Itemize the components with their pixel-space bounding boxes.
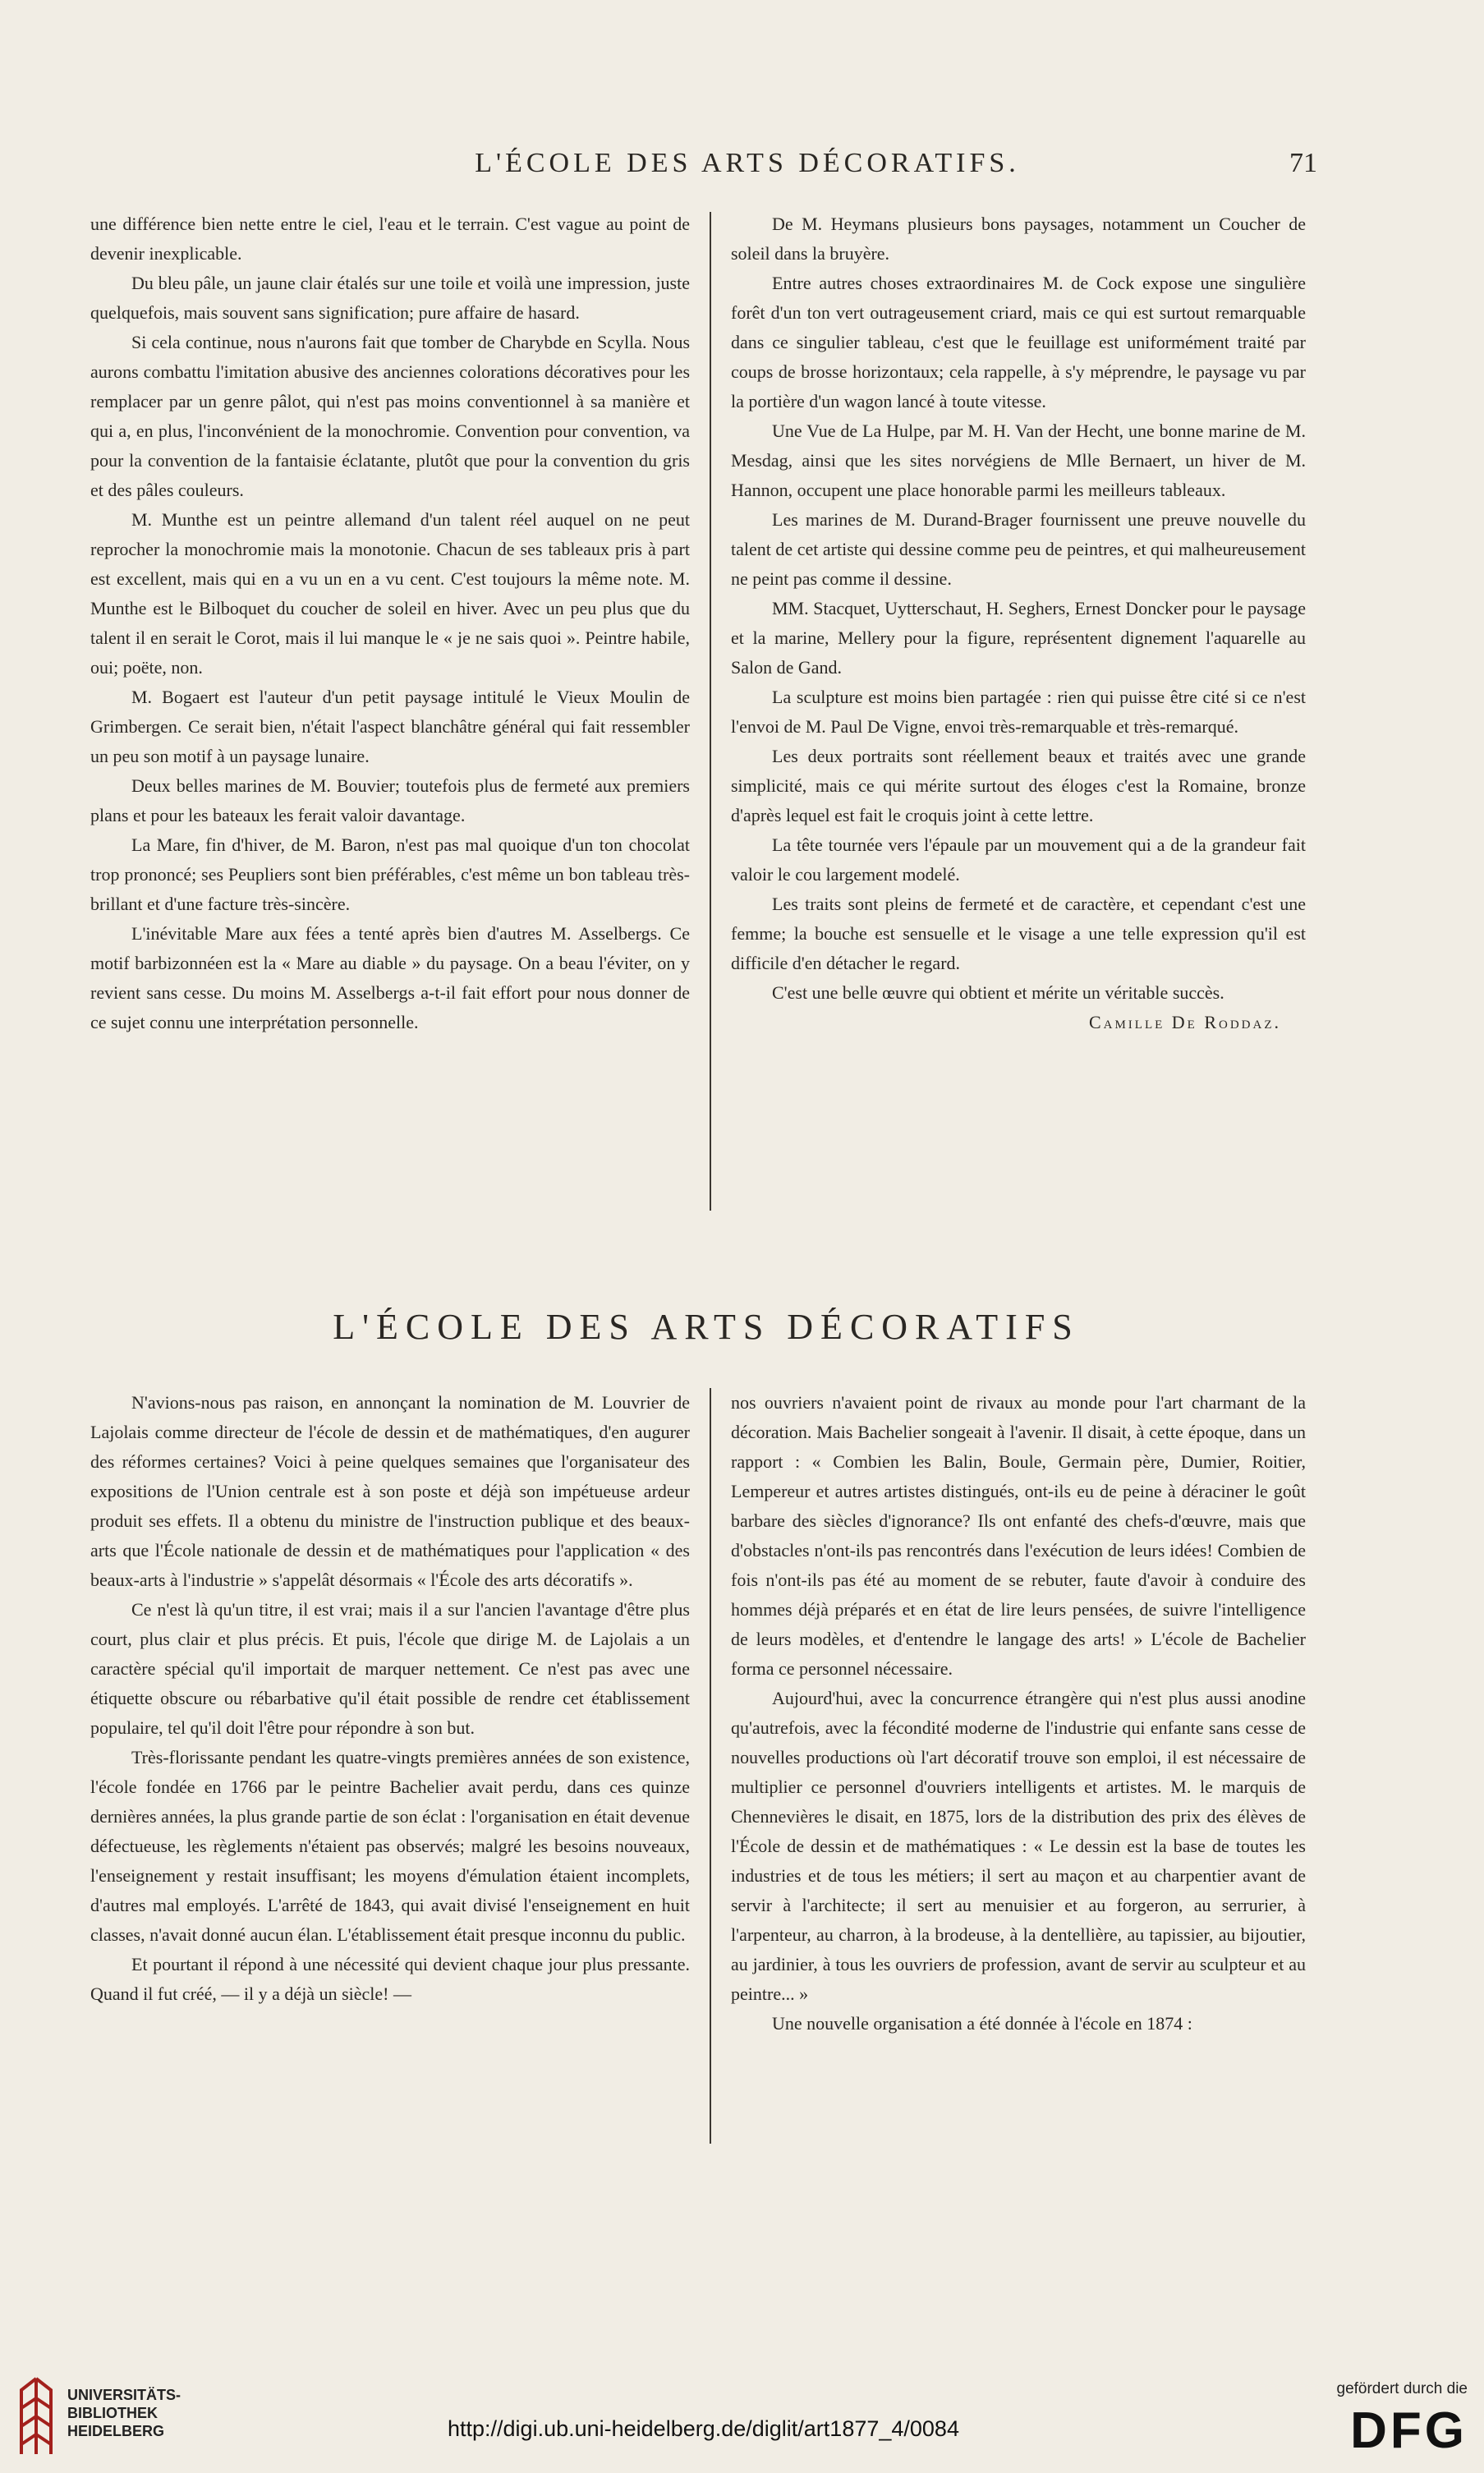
paragraph: N'avions-nous pas raison, en annonçant la nomination de M. Louvrier de Lajolais comme directeur de l'école de dessin et de mathématiques, d'en augurer des réformes certaines? Voici à peine quelques semaines que l'organisateur des expositions de l'Union centrale est à son poste et déjà son impétueuse ardeur produit ses effets. Il a obtenu du ministre de l'instruction publique et des beaux-arts que l'École nationale de dessin et de mathématiques pour l'application « des beaux-arts à l'industrie » s'appelât désormais « l'École des arts décoratifs ». <box>90 1392 690 1590</box>
paragraph: M. Bogaert est l'auteur d'un petit paysage intitulé le Vieux Moulin de Grimbergen. Ce serait bien, n'était l'aspect blanchâtre général qui fait ressembler un peu son motif à un paysage lunaire. <box>90 687 690 766</box>
paragraph: Très-florissante pendant les quatre-vingts premières années de son existence, l'école fondée en 1766 par le peintre Bachelier avait perdu, dans ces quinze dernières années, la plus grande partie de son éclat : l'organisation en était devenue défectueuse, les règlements n'étaient pas observés; malgré les besoins nouveaux, l'enseignement y restait insuffisant; les moyens d'émulation étaient incomplets, d'autres mal employés. L'arrêté de 1843, qui avait divisé l'enseignement en huit classes, n'avait donné aucun élan. L'établissement était presque inconnu du public. <box>90 1747 690 1945</box>
paragraph: Les deux portraits sont réellement beaux et traités avec une grande simplicité, mais ce qui mérite surtout des éloges c'est la Romaine, bronze d'après lequel est fait le croquis joint à cette lettre. <box>731 746 1306 825</box>
column-divider <box>710 1388 711 2144</box>
running-title: L'ÉCOLE DES ARTS DÉCORATIFS. <box>475 148 1020 178</box>
university-name-line: HEIDELBERG <box>67 2423 165 2439</box>
university-logo-icon <box>16 2375 56 2457</box>
paragraph: Entre autres choses extraordinaires M. de Cock expose une singulière forêt d'un ton vert outrageusement criard, mais ce qui est surtout remarquable dans ce singulier tableau, c'est que le feuillage est uniformément traité par coups de brosse horizontaux; cela rappelle, à s'y méprendre, le paysage vu par la portière d'un wagon lancé à toute vitesse. <box>731 273 1306 411</box>
paragraph: La tête tournée vers l'épaule par un mouvement qui a de la grandeur fait valoir le cou largement modelé. <box>731 834 1306 885</box>
university-name-line: UNIVERSITÄTS- <box>67 2387 181 2403</box>
article2-right-column <box>731 1388 1306 2039</box>
page-footer <box>0 2357 1484 2473</box>
funding-label: gefördert durch die <box>1336 2380 1468 2397</box>
paragraph: C'est une belle œuvre qui obtient et mérite un véritable succès. <box>772 982 1224 1003</box>
paragraph: M. Munthe est un peintre allemand d'un talent réel auquel on ne peut reprocher la monochromie mais la monotonie. Chacun de ses tableaux pris à part est excellent, mais qui en a vu un en a vu cent. C'est toujours la même note. M. Munthe est le Bilboquet du coucher de soleil en hiver. Avec un peu plus que du talent il en serait le Corot, mais il lui manque le « je ne sais quoi ». Peintre habile, oui; poëte, non. <box>90 509 690 678</box>
paragraph: De M. Heymans plusieurs bons paysages, notamment un Coucher de soleil dans la bruyère. <box>731 214 1306 264</box>
article2-left-column <box>90 1388 690 2009</box>
paragraph: MM. Stacquet, Uytterschaut, H. Seghers, Ernest Doncker pour le paysage et la marine, Mellery pour la figure, représentent dignement l'aquarelle au Salon de Gand. <box>731 598 1306 678</box>
university-name-line: BIBLIOTHEK <box>67 2405 158 2421</box>
dfg-logo-text: DFG <box>1350 2402 1468 2459</box>
paragraph: Les traits sont pleins de fermeté et de caractère, et cependant c'est une femme; la bouche est sensuelle et le visage a une telle expression qu'il est difficile d'en détacher le regard. <box>731 894 1306 973</box>
source-url-link[interactable]: http://digi.ub.uni-heidelberg.de/diglit/art1877_4/0084 <box>448 2416 959 2441</box>
paragraph: une différence bien nette entre le ciel, l'eau et le terrain. C'est vague au point de devenir inexplicable. <box>90 214 690 264</box>
paragraph: Une nouvelle organisation a été donnée à l'école en 1874 : <box>772 2013 1192 2034</box>
paragraph: Une Vue de La Hulpe, par M. H. Van der Hecht, une bonne marine de M. Mesdag, ainsi que les sites norvégiens de Mlle Bernaert, un hiver de M. Hannon, occupent une place honorable parmi les meilleurs tableaux. <box>731 421 1306 500</box>
paragraph: La sculpture est moins bien partagée : rien qui puisse être cité si ce n'est l'envoi de M. Paul De Vigne, envoi très-remarquable et très-remarqué. <box>731 687 1306 737</box>
paragraph: L'inévitable Mare aux fées a tenté après bien d'autres M. Asselbergs. Ce motif barbizonnéen est la « Mare au diable » du paysage. On a beau l'éviter, on y revient sans cesse. Du moins M. Asselbergs a-t-il fait effort pour nous donner de ce sujet connu une interprétation personnelle. <box>90 923 690 1032</box>
article-title: L'ÉCOLE DES ARTS DÉCORATIFS <box>333 1307 1080 1347</box>
article1-right-column <box>731 209 1306 1037</box>
column-divider <box>710 212 711 1211</box>
paragraph: Les marines de M. Durand-Brager fournissent une preuve nouvelle du talent de cet artiste qui dessine comme peu de peintres, et qui malheureusement ne peint pas comme il dessine. <box>731 509 1306 589</box>
paragraph: nos ouvriers n'avaient point de rivaux au monde pour l'art charmant de la décoration. Mais Bachelier songeait à l'avenir. Il disait, à cette époque, dans un rapport : « Combien les Balin, Boule, Germain père, Dumier, Roitier, Lempereur et autres artistes distingués, ont-ils eu de peine à déraciner le goût barbare des siècles d'ignorance? Ils ont enfanté des chefs-d'œuvre, mais que d'obstacles n'ont-ils pas rencontrés dans l'exécution de leurs idées! Combien de fois n'ont-ils pas été au moment de se rebuter, faute d'avoir à conduire des hommes déjà préparés et en état de lire leurs pensées, de suivre l'intelligence de leurs modèles, et d'entendre le langage des arts! » L'école de Bachelier forma ce personnel nécessaire. <box>731 1392 1306 1679</box>
paragraph: Du bleu pâle, un jaune clair étalés sur une toile et voilà une impression, juste quelquefois, mais souvent sans signification; pure affaire de hasard. <box>90 273 690 323</box>
paragraph: Ce n'est là qu'un titre, il est vrai; mais il a sur l'ancien l'avantage d'être plus court, plus clair et plus précis. Et puis, l'école que dirige M. de Lajolais a un caractère spécial qu'il importait de marquer nettement. Ce n'est pas avec une étiquette obscure ou rébarbative qu'il était possible de rendre cet établissement populaire, tel qu'il doit l'être pour répondre à son but. <box>90 1599 690 1738</box>
article1-left-column <box>90 209 690 1037</box>
paragraph: Deux belles marines de M. Bouvier; toutefois plus de fermeté aux premiers plans et pour les bateaux les ferait valoir davantage. <box>90 775 690 825</box>
page-number: 71 <box>1289 148 1317 178</box>
paragraph: Aujourd'hui, avec la concurrence étrangère qui n'est plus aussi anodine qu'autrefois, avec la fécondité moderne de l'industrie qui enfante sans cesse de nouvelles productions où l'art décoratif trouve son emploi, il est nécessaire de multiplier ce personnel d'ouvriers intelligents et artistes. M. le marquis de Chennevières le disait, en 1875, lors de la distribution des prix des élèves de l'École de dessin et de mathématiques : « Le dessin est la base de toutes les industries et de tous les métiers; il sert au maçon et au charpentier avant de servir à l'architecte; il sert au menuisier et au forgeron, au serrurier, à l'arpenteur, au charron, à la brodeuse, à la dentellière, au tapissier, au bijoutier, au jardinier, à tous les ouvriers de profession, avant de servir au sculpteur et au peintre... » <box>731 1688 1306 2004</box>
running-header <box>90 148 1322 189</box>
paragraph: Et pourtant il répond à une nécessité qui devient chaque jour plus pressante. Quand il fut créé, — il y a déjà un siècle! — <box>90 1954 690 2004</box>
university-name <box>67 2386 181 2440</box>
author-signature: Camille De Roddaz. <box>1088 1012 1281 1032</box>
paragraph: La Mare, fin d'hiver, de M. Baron, n'est pas mal quoique d'un ton chocolat trop prononcé; ses Peupliers sont bien préférables, c'est même un bon tableau très-brillant et d'une facture très-sincère. <box>90 834 690 914</box>
dfg-logo <box>1328 2402 1468 2459</box>
paragraph: Si cela continue, nous n'aurons fait que tomber de Charybde en Scylla. Nous aurons combattu l'imitation abusive des anciennes colorations décoratives pour les remplacer par un genre pâlot, qui n'est pas moins conventionnel à sa manière et qui a, en plus, l'inconvénient de la monochromie. Convention pour convention, va pour la convention de la fantaisie éclatante, plutôt que pour la convention du gris et des pâles couleurs. <box>90 332 690 500</box>
